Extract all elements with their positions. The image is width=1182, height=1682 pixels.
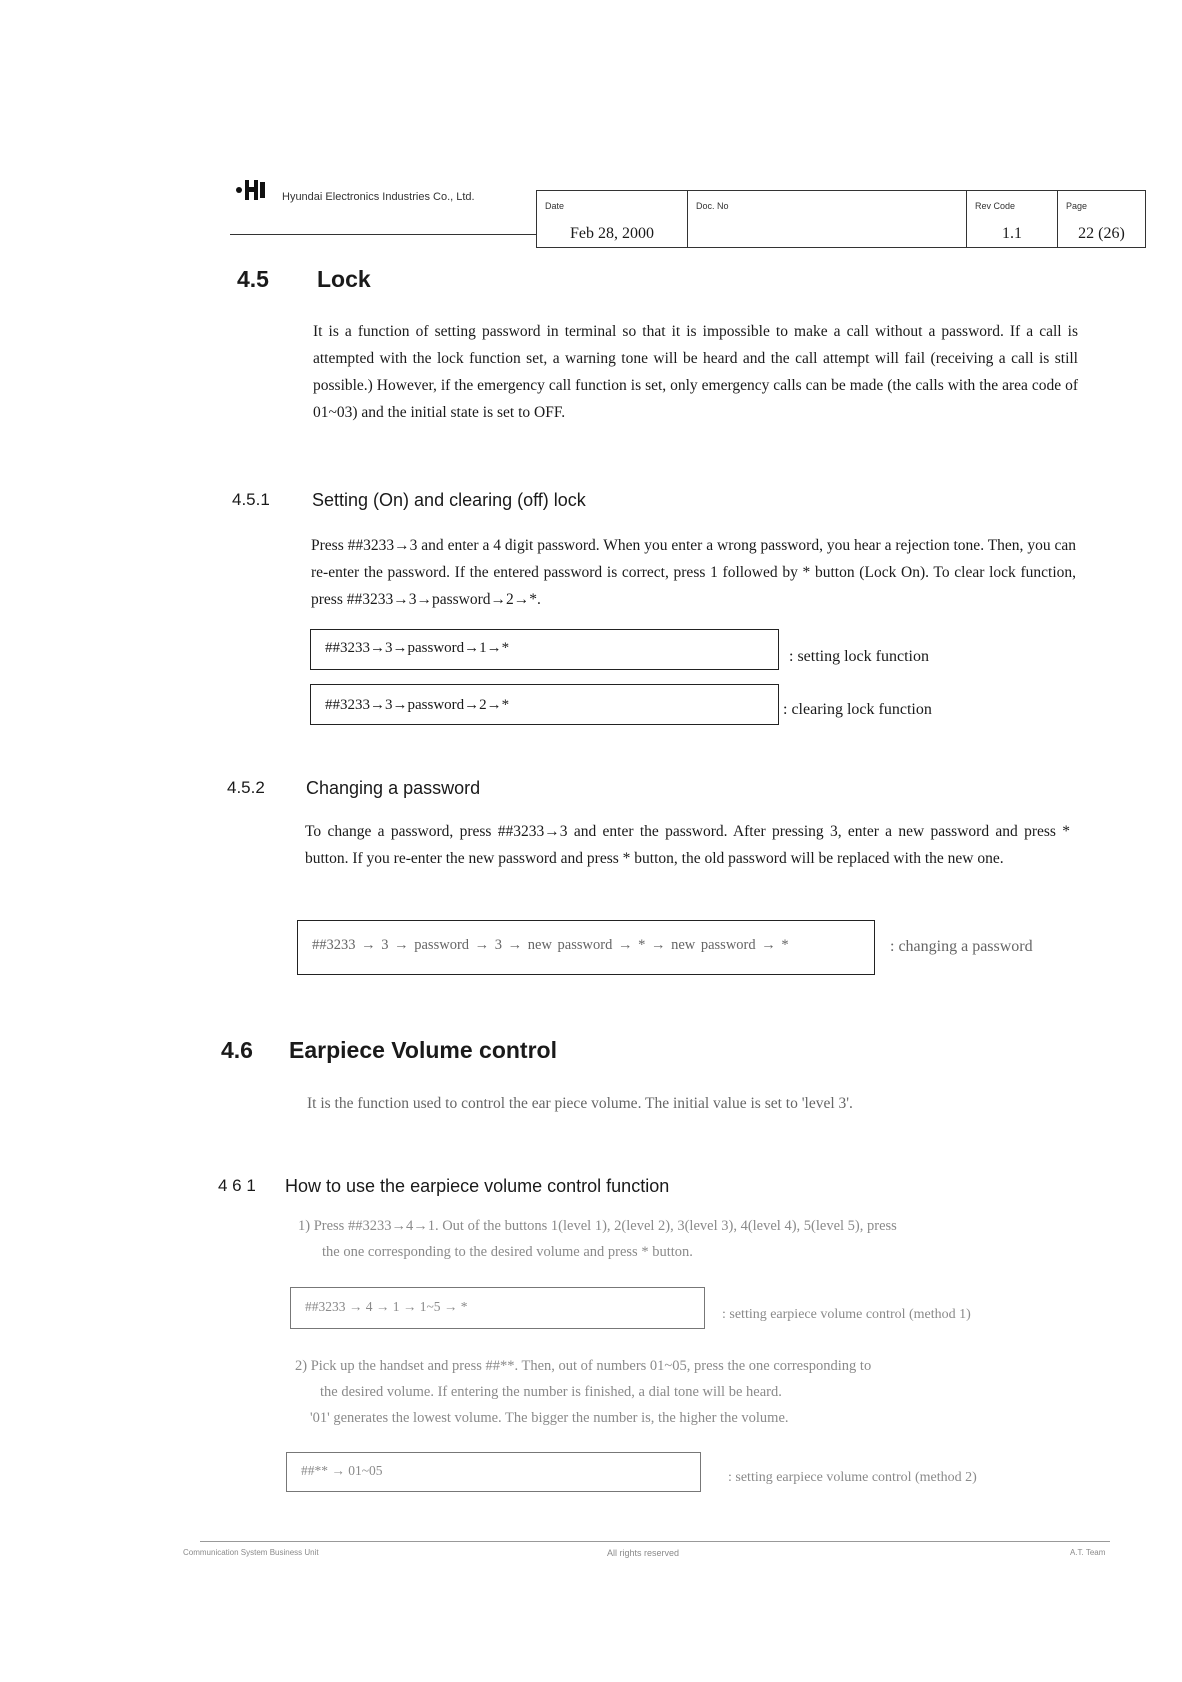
change-password-code-box xyxy=(297,920,875,975)
page-value: 22 (26) xyxy=(1078,225,1125,242)
section-4-6-body: It is the function used to control the ear piece volume. The initial value is set to 'level 3'. xyxy=(307,1095,853,1112)
lock-clear-code-box xyxy=(310,684,779,725)
lock-set-code: ##3233→3→password→1→* xyxy=(325,640,510,656)
section-4-5-2-title: Changing a password xyxy=(306,778,481,798)
volume-method-2-code-box xyxy=(286,1452,701,1492)
method-1-line-2: the one corresponding to the desired volume and press * button. xyxy=(322,1244,693,1260)
section-4-6-number: 4.6 xyxy=(221,1037,253,1063)
volume-method-2-code: ##** → 01~05 xyxy=(301,1463,383,1478)
section-4-6-title: Earpiece Volume control xyxy=(289,1037,557,1063)
rev-code-value: 1.1 xyxy=(1002,225,1022,242)
section-4-5-1-body: Press ##3233→3 and enter a 4 digit password. When you enter a wrong password, you hear a rejection tone. Then, you can re-enter the password. If the entered password is correct, press 1 followed by * button (Lock On). To clear lock function, press ##3233→3→password→2→*. xyxy=(311,537,1076,608)
volume-method-2-label: : setting earpiece volume control (method 2) xyxy=(728,1470,977,1485)
lock-clear-code: ##3233→3→password→2→* xyxy=(325,697,510,713)
company-logo xyxy=(236,178,266,202)
date-value: Feb 28, 2000 xyxy=(570,225,654,242)
footer-center: All rights reserved xyxy=(607,1548,680,1558)
page-label: Page xyxy=(1066,201,1088,211)
page-cell xyxy=(1058,191,1146,248)
change-password-label: : changing a password xyxy=(890,938,1033,955)
section-4-5-number: 4.5 xyxy=(237,266,269,292)
method-1-line-1: 1) Press ##3233→4→1. Out of the buttons 1(level 1), 2(level 2), 3(level 3), 4(level 4), 5(level 5), press xyxy=(298,1218,897,1234)
company-name: Hyundai Electronics Industries Co., Ltd. xyxy=(282,191,475,203)
section-4-5-1-title: Setting (On) and clearing (off) lock xyxy=(312,490,586,510)
rev-code-cell xyxy=(967,191,1058,248)
doc-number-label: Doc. No xyxy=(696,201,729,211)
section-4-5-2-number: 4.5.2 xyxy=(227,778,265,797)
footer-rule xyxy=(200,1541,1110,1542)
footer-left: Communication System Business Unit xyxy=(183,1548,319,1557)
section-4-6-1-number: 4 6 1 xyxy=(218,1176,256,1195)
lock-clear-label: : clearing lock function xyxy=(783,701,932,718)
section-4-6-1-title: How to use the earpiece volume control function xyxy=(285,1176,670,1196)
rev-code-label: Rev Code xyxy=(975,201,1016,211)
section-4-5-2-body: To change a password, press ##3233→3 and enter the password. After pressing 3, enter a new password and press * button. If you re-enter the new password and press * button, the old password will be replaced with the new one. xyxy=(305,823,1070,867)
footer-right: A.T. Team xyxy=(1070,1548,1106,1557)
method-2-line-3: '01' generates the lowest volume. The bigger the number is, the higher the volume. xyxy=(310,1410,789,1426)
method-2-line-2: the desired volume. If entering the number is finished, a dial tone will be heard. xyxy=(320,1384,782,1400)
document-header-table xyxy=(536,190,1146,248)
volume-method-1-code: ##3233 → 4 → 1 → 1~5 → * xyxy=(305,1299,468,1314)
date-cell xyxy=(537,191,688,248)
lock-set-label: : setting lock function xyxy=(789,648,929,665)
lock-set-code-box xyxy=(310,629,779,670)
section-4-5-title: Lock xyxy=(317,266,371,292)
date-label: Date xyxy=(545,201,565,211)
volume-method-1-label: : setting earpiece volume control (method 1) xyxy=(722,1307,971,1322)
section-4-5-1-number: 4.5.1 xyxy=(232,490,270,509)
header-rule xyxy=(230,234,536,235)
volume-method-1-code-box xyxy=(290,1287,705,1329)
doc-number-cell xyxy=(688,191,967,248)
section-4-5-body: It is a function of setting password in terminal so that it is impossible to make a call without a password. If a call is attempted with the lock function set, a warning tone will be heard and the call attempt will fail (receiving a call is still possible.) However, if the emergency call function is set, only emergency calls can be made (the calls with the area code of 01~03) and the initial state is set to OFF. xyxy=(313,323,1078,421)
method-2-line-1: 2) Pick up the handset and press ##**. Then, out of numbers 01~05, press the one corresponding to xyxy=(295,1358,872,1374)
change-password-code: ##3233 → 3 → password → 3 → new password → * → new password → * xyxy=(312,937,789,953)
